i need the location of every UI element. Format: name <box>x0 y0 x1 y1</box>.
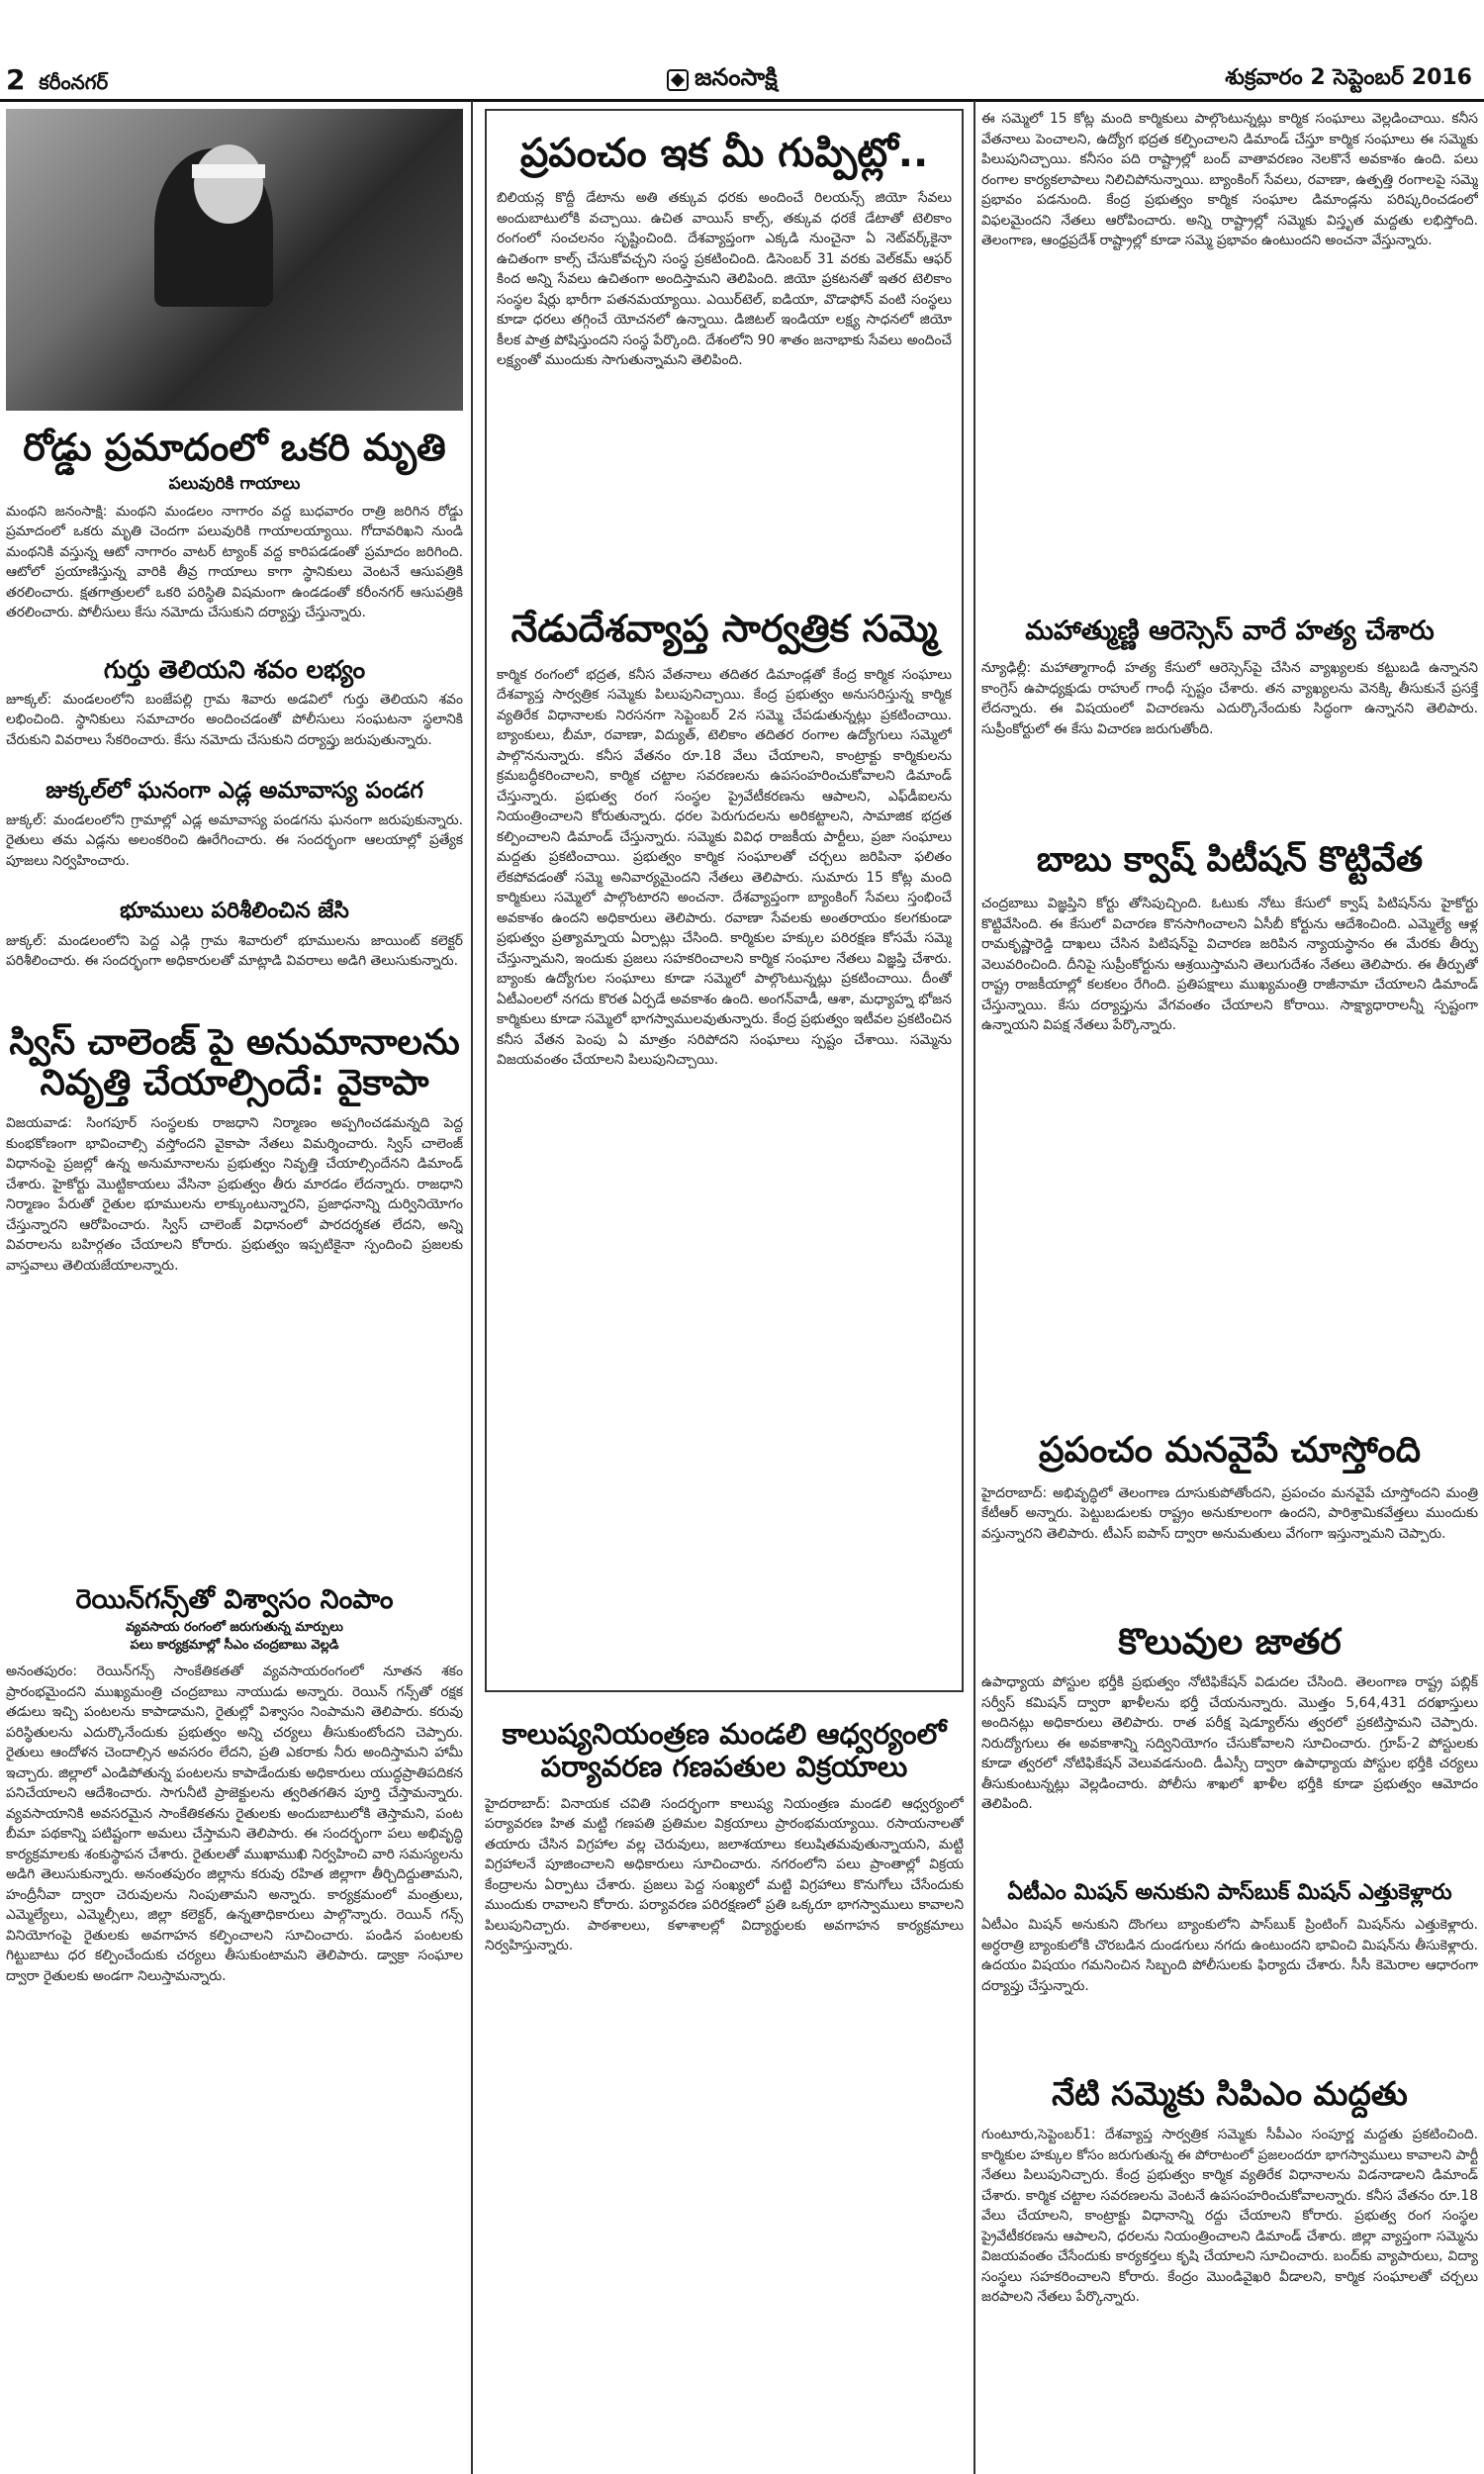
accident-subheading: పలువురికి గాయాలు <box>168 473 301 494</box>
logo-mark-icon <box>667 69 689 91</box>
world-headline: ప్రపంచం మనవైపే చూస్తోంది <box>1038 1430 1421 1472</box>
accident-photo <box>6 109 463 411</box>
strike-headline: నేడుదేశవ్యాప్త సార్వత్రిక సమ్మె <box>510 607 938 650</box>
pollution-headline-2: పర్యావరణ గణపతుల విక్రయాలు <box>540 1750 908 1784</box>
jobs-headline: కొలువుల జాతర <box>1118 1621 1342 1663</box>
festival-body: జుక్కల్: మండలంలోని గ్రామాల్లో ఎడ్ల అమావాస్య పండగను ఘనంగా జరుపుకున్నారు. రైతులు తమ ఎడ్లను అలంకరించి ఊరేగించారు. ఈ సందర్భంగా ఆలయాల్లో ప్రత్యేక పూజలు నిర్వహించారు. <box>6 811 463 869</box>
accident-body: మంథని జనంసాక్షి: మంథని మండలం నాగారం వద్ద బుధవారం రాత్రి జరిగిన రోడ్డు ప్రమాదంలో ఒకరు మృతి చెందగా పలువురికి గాయాలయ్యాయి. గోదావరిఖని నుండి మంథనికి వస్తున్న ఆటో నాగారం వాటర్ ట్యాంక్ వద్ద కారిపడడంతో ప్రమాదం జరిగింది. ఆటోలో ప్రయాణిస్తున్న వారికి తీవ్ర గాయాలు కాగా స్థానికులు వెంటనే ఆసుపత్రికి తరలించారు. క్షతగాత్రులలో ఒకరి పరిస్థితి విషమంగా ఉండడంతో కరీంనగర్ ఆసుపత్రికి తరలించారు. పోలీసులు కేసు నమోదు చేసుకుని దర్యాప్తు చేస్తున్నారు. <box>6 503 463 621</box>
page-number <box>6 63 108 99</box>
page-number-value: 2 <box>6 63 26 96</box>
masthead-rule <box>0 99 1484 102</box>
corpse-body: జూక్కల్: మండలంలోని బంజేపల్లి గ్రామ శివారు అడవిలో గుర్తు తెలియని శవం లభించింది. స్థానికులు సమాచారం అందించడంతో పోలీసులు సంఘటనా స్థలానికి చేరుకుని వివరాలు సేకరించారు. కేసు నమోదు చేసుకుని దర్యాప్తు జరుపుతున్నారు. <box>6 691 463 748</box>
atm-headline: ఏటీఎం మిషన్ అనుకుని పాస్‌బుక్ మిషన్ ఎత్తుకెళ్లారు <box>1007 1880 1452 1906</box>
quash-headline: బాబు క్వాష్ పిటీషన్ కొట్టివేత <box>1036 840 1424 881</box>
logo-text: జనంసాక్షి <box>695 63 778 91</box>
center-column <box>485 109 964 2470</box>
reigns-headline: రెయిన్‌గన్స్‌తో విశ్వాసం నింపాం <box>75 1584 394 1616</box>
swiss-body: విజయవాడ: సింగపూర్ సంస్థలకు రాజధాని నిర్మాణం అప్పగించడమన్నది పెద్ద కుంభకోణంగా భావించాల్సి వస్తోందని వైకాపా నేతలు విమర్శించారు. స్విస్ చాలెంజ్ విధానంపై ప్రజల్లో ఉన్న అనుమానాలను ప్రభుత్వం నివృత్తి చేయాల్సిందేనని డిమాండ్ చేశారు. హైకోర్టు మొట్టికాయలు వేసినా ప్రభుత్వం తీరు మారడం లేదన్నారు. రాజధాని నిర్మాణం పేరుతో రైతుల భూములను లాక్కుంటున్నారని, ప్రజాధనాన్ని దుర్వినియోగం చేస్తున్నారని ఆరోపించారు. స్విస్ చాలెంజ్ విధానంలో పారదర్శకత లేదని, అన్ని వివరాలను బహిర్గతం చేయాలని కోరారు. ప్రభుత్వం ఇప్పటికైనా స్పందించి ప్రజలకు వాస్తవాలు తెలియజేయాలన్నారు. <box>6 1115 463 1274</box>
quash-body: చంద్రబాబు విజ్ఞప్తిని కోర్టు తోసిపుచ్చింది. ఓటుకు నోటు కేసులో క్వాష్ పిటిషన్‌ను హైకోర్టు కొట్టివేసింది. ఈ కేసులో విచారణ కొనసాగించాలని ఏసీబీ కోర్టును ఆదేశించింది. ఎమ్మెల్యే ఆళ్ల రామకృష్ణారెడ్డి దాఖలు చేసిన పిటిషన్‌పై విచారణ జరిపిన న్యాయస్థానం ఈ మేరకు తీర్పు వెలువరించింది. దీనిపై సుప్రీంకోర్టును ఆశ్రయిస్తామని తెలుగుదేశం నేతలు తెలిపారు. ఈ తీర్పుతో రాష్ట్ర రాజకీయాల్లో కలకలం రేగింది. ప్రతిపక్షాలు ముఖ్యమంత్రి రాజీనామా చేయాలని డిమాండ్ చేస్తున్నాయి. కేసు దర్యాప్తును వేగవంతం చేయాలని కోరాయి. సాక్ష్యాధారాలన్నీ స్పష్టంగా ఉన్నాయని విపక్ష నేతలు పేర్కొన్నారు. <box>981 896 1478 1034</box>
pollution-body: హైదరాబాద్: వినాయక చవితి సందర్భంగా కాలుష్య నియంత్రణ మండలి ఆధ్వర్యంలో పర్యావరణ హిత మట్టి గణపతి ప్రతిమల విక్రయాలు ప్రారంభమయ్యాయి. రసాయనాలతో తయారు చేసిన విగ్రహాల వల్ల చెరువులు, జలాశయాలు కలుషితమవుతున్నాయని, మట్టి విగ్రహాలనే పూజించాలని అధికారులు సూచించారు. నగరంలోని పలు ప్రాంతాల్లో విక్రయ కేంద్రాలను ఏర్పాటు చేశారు. ప్రజలు పెద్ద సంఖ్యలో మట్టి విగ్రహాలు కొనుగోలు చేసేందుకు ముందుకు రావాలని కోరారు. పర్యావరణ పరిరక్షణలో ప్రతి ఒక్కరూ భాగస్వాములు కావాలని పిలుపునిచ్చారు. పాఠశాలలు, కళాశాలల్లో విద్యార్థులకు అవగాహన కార్యక్రమాలు నిర్వహిస్తున్నారు. <box>485 1795 964 1954</box>
column-divider <box>471 101 473 2474</box>
cpm-headline: నేటి సమ్మెకు సిపిఎం మద్దతు <box>1052 2074 1408 2114</box>
reigns-body: అనంతపురం: రెయిన్‌గన్స్‌ సాంకేతికతతో వ్యవసాయరంగంలో నూతన శకం ప్రారంభమైందని ముఖ్యమంత్రి చంద్రబాబు నాయుడు అన్నారు. రెయిన్ గన్స్‌తో రక్షక తడులు ఇచ్చి పంటలను కాపాడామని, రైతుల్లో విశ్వాసం నింపామని తెలిపారు. కరువు పరిస్థితులను ఎదుర్కొనేందుకు ప్రభుత్వం అన్ని చర్యలు తీసుకుంటోందని చెప్పారు. రైతులు ఆందోళన చెందాల్సిన అవసరం లేదని, ప్రతి ఎకరాకు నీరు అందిస్తామని హామీ ఇచ్చారు. జిల్లాలో ఎండిపోతున్న పంటలను కాపాడేందుకు అధికారులు యుద్ధప్రాతిపదికన పనిచేయాలని ఆదేశించారు. సాగునీటి ప్రాజెక్టులను త్వరితగతిన పూర్తి చేస్తామన్నారు. వ్యవసాయానికి అవసరమైన సాంకేతికతను రైతులకు అందుబాటులోకి తెస్తామని, పంట బీమా పథకాన్ని పటిష్టంగా అమలు చేస్తామని తెలిపారు. ఈ సందర్భంగా పలు అభివృద్ధి కార్యక్రమాలకు శంకుస్థాపన చేశారు. రైతులతో ముఖాముఖి నిర్వహించి వారి సమస్యలను అడిగి తెలుసుకున్నారు. అనంతపురం జిల్లాను కరువు రహిత జిల్లాగా తీర్చిదిద్దుతామని, హంద్రీనీవా ద్వారా చెరువులను నింపుతామని అన్నారు. కార్యక్రమంలో మంత్రులు, ఎమ్మెల్యేలు, ఎమ్మెల్సీలు, జిల్లా కలెక్టర్, ఉన్నతాధికారులు పాల్గొన్నారు. రెయిన్ గన్స్ వినియోగంపై రైతులకు అవగాహన కల్పించాలని సూచించారు. పండిన పంటలకు గిట్టుబాటు ధర కల్పించేందుకు చర్యలు తీసుకుంటామని తెలిపారు. డ్వాక్రా సంఘాల ద్వారా రైతులకు అండగా నిలుస్తామన్నారు. <box>6 1664 463 1984</box>
jio-headline: ప్రపంచం ఇక మీ గుప్పిట్లో.. <box>519 131 929 176</box>
masthead <box>0 0 1484 101</box>
strike-body: కార్మిక రంగంలో భద్రత, కనీస వేతనాలు తదితర డిమాండ్లతో కేంద్ర కార్మిక సంఘాలు దేశవ్యాప్త సార్వత్రిక సమ్మెకు పిలుపునిచ్చాయి. కేంద్ర ప్రభుత్వం అనుసరిస్తున్న కార్మిక వ్యతిరేక విధానాలకు నిరసనగా సెప్టెంబర్ 2న సమ్మె చేపడుతున్నట్లు ప్రకటించాయి. బ్యాంకులు, బీమా, రవాణా, విద్యుత్, టెలికాం తదితర రంగాల ఉద్యోగులు సమ్మెలో పాల్గొననున్నారు. కనీస వేతనం రూ.18 వేలు చేయాలని, కాంట్రాక్టు కార్మికులను క్రమబద్ధీకరించాలని, కార్మిక చట్టాల సవరణలను ఉపసంహరించుకోవాలని డిమాండ్ చేస్తున్నారు. ప్రభుత్వ రంగ సంస్థల ప్రైవేటీకరణను ఆపాలని, ఎఫ్‌డీఐలను నియంత్రించాలని కోరుతున్నారు. ధరల పెరుగుదలను అరికట్టాలని, సామాజిక భద్రత కల్పించాలని డిమాండ్ చేస్తున్నారు. సమ్మెకు వివిధ రాజకీయ పార్టీలు, ప్రజా సంఘాలు మద్దతు ప్రకటించాయి. ప్రభుత్వం కార్మిక సంఘాలతో చర్చలు జరిపినా ఫలితం లేకపోవడంతో సమ్మె అనివార్యమైందని నేతలు తెలిపారు. సుమారు 15 కోట్ల మంది కార్మికులు సమ్మెలో పాల్గొంటారని అంచనా. దేశవ్యాప్తంగా బ్యాంకింగ్ సేవలు స్తంభించే అవకాశం ఉందని అధికారులు తెలిపారు. రవాణా సేవలకు అంతరాయం కలగకుండా ప్రభుత్వం ప్రత్యామ్నాయ ఏర్పాట్లు చేసింది. కార్మికుల హక్కుల పరిరక్షణ కోసమే సమ్మె చేస్తున్నామని, ఇందుకు ప్రజలు సహకరించాలని కార్మిక సంఘాల నేతలు విజ్ఞప్తి చేశారు. బ్యాంకు ఉద్యోగుల సంఘాలు కూడా సమ్మెలో పాల్గొంటున్నట్లు ప్రకటించాయి. దీంతో ఏటీఎంలలో నగదు కొరత ఏర్పడే అవకాశం ఉంది. అంగన్‌వాడీ, ఆశా, మధ్యాహ్న భోజన కార్మికులు కూడా సమ్మెలో భాగస్వాములవుతున్నారు. కేంద్ర ప్రభుత్వం ఇటీవల ప్రకటించిన కనీస వేతన పెంపు ఏ మాత్రం సరిపోదని సంఘాలు స్పష్టం చేశాయి. సమ్మెను విజయవంతం చేయాలని పిలుపునిచ్చాయి. <box>497 666 952 1069</box>
swiss-headline: స్విస్ చాలెంజ్ పై అనుమానాలను నివృత్తి చేయాల్సిందే: వైకాపా <box>9 1021 460 1104</box>
bandage-shape <box>192 164 265 178</box>
land-headline: భూములు పరిశీలించిన జేసి <box>120 898 349 923</box>
edition-town: కరీంనగర్ <box>39 70 109 94</box>
strike-continuation-body: ఈ సమ్మెలో 15 కోట్ల మంది కార్మికులు పాల్గొంటున్నట్లు కార్మిక సంఘాలు వెల్లడించాయి. కనీస వేతనాలు పెంచాలని, ఉద్యోగ భద్రత కల్పించాలని డిమాండ్ చేస్తూ కార్మిక సంఘాలు ఈ సమ్మెకు పిలుపునిచ్చాయి. కనీసం పది రాష్ట్రాల్లో బంద్ వాతావరణం నెలకొనే అవకాశం ఉంది. పలు రంగాల కార్యకలాపాలు నిలిచిపోనున్నాయి. బ్యాంకింగ్ సేవలు, రవాణా, ఉత్పత్తి రంగాలపై సమ్మె ప్రభావం పడనుంది. కేంద్ర ప్రభుత్వం కార్మిక సంఘాల డిమాండ్లను పరిష్కరించడంలో విఫలమైందని నేతలు ఆరోపించారు. అన్ని రాష్ట్రాల్లో సమ్మెకు విస్తృత మద్దతు లభిస్తోంది. తెలంగాణ, ఆంధ్రప్రదేశ్ రాష్ట్రాల్లో కూడా సమ్మె ప్రభావం ఉంటుందని అంచనా వేస్తున్నారు. <box>981 111 1478 248</box>
jobs-body: ఉపాధ్యాయ పోస్టుల భర్తీకి ప్రభుత్వం నోటిఫికేషన్ విడుదల చేసింది. తెలంగాణ రాష్ట్ర పబ్లిక్ సర్వీస్ కమిషన్ ద్వారా ఖాళీలను భర్తీ చేయనున్నారు. మొత్తం 5,64,431 దరఖాస్తులు అందినట్లు అధికారులు తెలిపారు. రాత పరీక్ష షెడ్యూల్‌ను త్వరలో ప్రకటిస్తామని చెప్పారు. నిరుద్యోగులు ఈ అవకాశాన్ని సద్వినియోగం చేసుకోవాలని సూచించారు. గ్రూప్-2 పోస్టులకు కూడా త్వరలో నోటిఫికేషన్ వెలువడనుంది. డీఎస్సీ ద్వారా ఉపాధ్యాయ పోస్టుల భర్తీకి చర్యలు తీసుకుంటున్నట్లు వెల్లడించారు. పోలీసు శాఖలో ఖాళీల భర్తీకి కూడా ప్రభుత్వం ఆమోదం తెలిపింది. <box>981 1674 1478 1813</box>
victim-face <box>194 144 263 224</box>
newspaper-logo <box>667 63 778 97</box>
accident-headline: రోడ్డు ప్రమాదంలో ఒకరి మృతి <box>23 426 446 469</box>
atm-body: ఏటీఎం మిషన్ అనుకుని దొంగలు బ్యాంకులోని పాస్‌బుక్ ప్రింటింగ్ మిషన్‌ను ఎత్తుకెళ్లారు. అర్ధరాత్రి బ్యాంకులోకి చొరబడిన దుండగులు నగదు ఉంటుందని భావించి మిషన్‌ను తీసుకెళ్లారు. ఉదయం విషయం గమనించిన సిబ్బంది పోలీసులకు ఫిర్యాదు చేశారు. సీసీ కెమెరాల ఆధారంగా దర్యాప్తు చేస్తున్నారు. <box>981 1917 1478 1994</box>
gandhi-headline: మహాత్ముణ్ణి ఆరెస్సెస్ వారే హత్య చేశారు <box>1025 616 1435 646</box>
gandhi-body: న్యూఢిల్లీ: మహాత్మాగాంధీ హత్య కేసులో ఆరెస్సెస్‌పై చేసిన వ్యాఖ్యలకు కట్టుబడి ఉన్నానని కాంగ్రెస్ ఉపాధ్యక్షుడు రాహుల్ గాంధీ స్పష్టం చేశారు. తన వ్యాఖ్యలను వెనక్కి తీసుకునే ప్రసక్తే లేదన్నారు. ఈ విషయంలో విచారణను ఎదుర్కొనేందుకు సిద్ధంగా ఉన్నానని తెలిపారు. సుప్రీంకోర్టులో ఈ కేసు విచారణ జరుగుతోంది. <box>981 660 1478 737</box>
left-column <box>6 109 463 2470</box>
cpm-body: గుంటూరు,సెప్టెంబర్1: దేశవ్యాప్త సార్వత్రిక సమ్మెకు సీపీఎం సంపూర్ణ మద్దతు ప్రకటించింది. కార్మికుల హక్కుల కోసం జరుగుతున్న ఈ పోరాటంలో ప్రజలందరూ భాగస్వాములు కావాలని పార్టీ నేతలు పిలుపునిచ్చారు. కేంద్ర ప్రభుత్వం కార్మిక వ్యతిరేక విధానాలను విడనాడాలని డిమాండ్ చేశారు. కార్మిక చట్టాల సవరణలను వెంటనే ఉపసంహరించుకోవాలన్నారు. కనీస వేతనం రూ.18 వేలు చేయాలని, కాంట్రాక్టు విధానాన్ని రద్దు చేయాలని కోరారు. ప్రభుత్వ రంగ సంస్థల ప్రైవేటీకరణను ఆపాలని, ధరలను నియంత్రించాలని డిమాండ్ చేశారు. జిల్లా వ్యాప్తంగా సమ్మెను విజయవంతం చేసేందుకు కార్యకర్తలు కృషి చేయాలని సూచించారు. బంద్‌కు వ్యాపారులు, విద్యా సంస్థలు సహకరించాలని కోరారు. కేంద్రం మొండివైఖరి వీడాలని, కార్మిక సంఘాలతో చర్చలు జరపాలని నేతలు పేర్కొన్నారు. <box>981 2127 1478 2306</box>
world-body: హైదరాబాద్: అభివృద్ధిలో తెలంగాణ దూసుకుపోతోందని, ప్రపంచం మనవైపే చూస్తోందని మంత్రి కేటీఆర్ అన్నారు. పెట్టుబడులకు రాష్ట్రం అనుకూలంగా ఉందని, పారిశ్రామికవేత్తలు ముందుకు వస్తున్నారని తెలిపారు. టీఎస్ ఐపాస్ ద్వారా అనుమతులు వేగంగా ఇస్తున్నామని చెప్పారు. <box>981 1484 1478 1542</box>
strike-box <box>485 109 964 1692</box>
pollution-headline-1: కాలుష్యనియంత్రణ మండలి ఆధ్వర్యంలో <box>502 1717 947 1751</box>
issue-date: శుక్రవారం 2 సెప్టెంబర్ 2016 <box>1225 65 1472 90</box>
reigns-subheading: వ్యవసాయ రంగంలో జరుగుతున్న మార్పులు <box>126 1620 343 1636</box>
festival-headline: జుక్కల్‌లో ఘనంగా ఎడ్ల అమావాస్య పండగ <box>46 777 423 804</box>
jio-body: బిలియన్ల కొద్దీ డేటాను అతి తక్కువ ధరకు అందించే రిలయన్స్ జియో సేవలు అందుబాటులోకి వచ్చాయి. ఉచిత వాయిస్ కాల్స్‌, తక్కువ ధరకే డేటాతో టెలికాం రంగంలో సంచలనం సృష్టించింది. దేశవ్యాప్తంగా ఎక్కడి నుంచైనా ఏ నెట్‌వర్క్‌కైనా ఉచితంగా కాల్స్ చేసుకోవచ్చని సంస్థ ప్రకటించింది. డిసెంబర్ 31 వరకు వెల్‌కమ్ ఆఫర్ కింద అన్ని సేవలు ఉచితంగా అందిస్తామని తెలిపింది. జియో ప్రకటనతో ఇతర టెలికాం సంస్థల షేర్లు భారీగా పతనమయ్యాయి. ఎయిర్‌టెల్, ఐడియా, వొడాఫోన్ వంటి సంస్థలు కూడా ధరలు తగ్గించే యోచనలో ఉన్నాయి. డిజిటల్ ఇండియా లక్ష్య సాధనలో జియో కీలక పాత్ర పోషిస్తుందని సంస్థ పేర్కొంది. దేశంలోని 90 శాతం జనాభాకు సేవలు అందించే లక్ష్యంతో ముందుకు సాగుతున్నామని తెలిపింది. <box>497 190 952 368</box>
right-column <box>981 109 1478 2470</box>
land-body: జుక్కల్: మండలంలోని పెద్ద ఎడ్గి గ్రామ శివారులో భూములను జాయింట్ కలెక్టర్ పరిశీలించారు. ఈ సందర్భంగా అధికారులతో మాట్లాడి వివరాలు అడిగి తెలుసుకున్నారు. <box>6 932 463 970</box>
corpse-headline: గుర్తు తెలియని శవం లభ్యం <box>103 654 366 684</box>
reigns-subheading-2: పలు కార్యక్రమాల్లో సీఎం చంద్రబాబు వెల్లడి <box>130 1638 339 1654</box>
column-divider <box>974 101 975 2474</box>
